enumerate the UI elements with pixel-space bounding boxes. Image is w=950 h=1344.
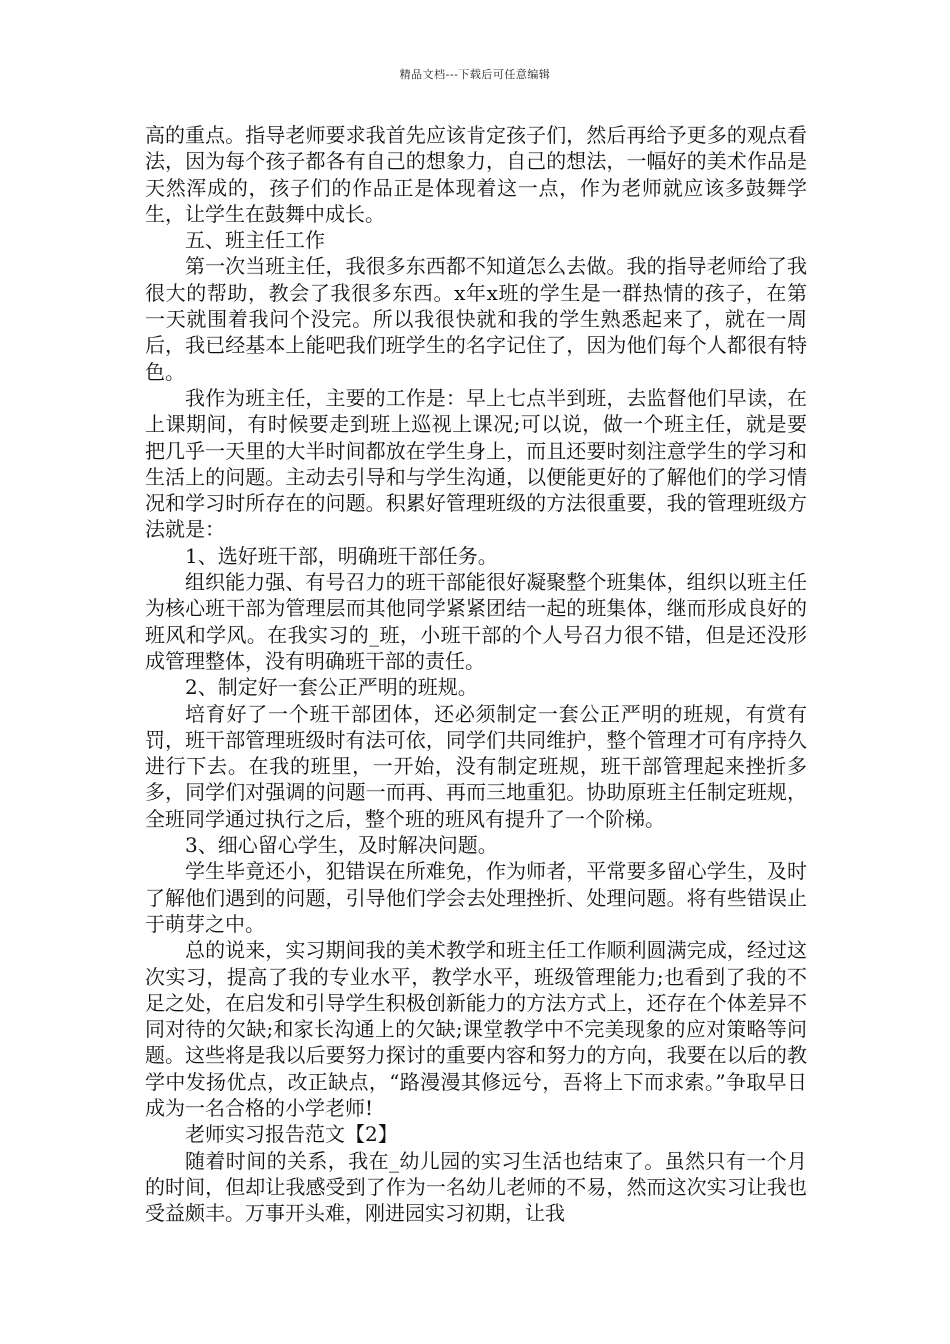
paragraph: 五、班主任工作: [185, 228, 325, 253]
document-body: [145, 122, 807, 1226]
paragraph: 高的重点。指导老师要求我首先应该肯定孩子们，然后再给予更多的观点看法，因为每个孩子都各有自己的想象力，自己的想法，一幅好的美术作品是天然浑成的，孩子们的作品正是体现着这一点，作为老师就应该多鼓舞学生，让学生在鼓舞中成长。: [145, 123, 807, 226]
paragraph: 总的说来，实习期间我的美术教学和班主任工作顺利圆满完成，经过这次实习，提高了我的专业水平，教学水平，班级管理能力;也看到了我的不足之处，在启发和引导学生积极创新能力的方法方式上，还存在个体差异不同对待的欠缺;和家长沟通上的欠缺;课堂教学中不完美现象的应对策略等问题。这些将是我以后要努力探讨的重要内容和努力的方向，我要在以后的教学中发扬优点，改正缺点，“路漫漫其修远兮，吾将上下而求索。”争取早日成为一名合格的小学老师!: [145, 938, 807, 1120]
paragraph: 学生毕竟还小，犯错误在所难免，作为师者，平常要多留心学生，及时了解他们遇到的问题，引导他们学会去处理挫折、处理问题。将有些错误止于萌芽之中。: [145, 859, 807, 936]
paragraph: 培育好了一个班干部团体，还必须制定一套公正严明的班规，有赏有罚，班干部管理班级时有法可依，同学们共同维护，整个管理才可有序持久进行下去。在我的班里，一开始，没有制定班规，班干部管理起来挫折多多，同学们对强调的问题一而再、再而三地重犯。协助原班主任制定班规，全班同学通过执行之后，整个班的班风有提升了一个阶梯。: [145, 701, 807, 831]
paragraph: 3、细心留心学生，及时解决问题。: [185, 833, 498, 858]
paragraph: 随着时间的关系，我在_幼儿园的实习生活也结束了。虽然只有一个月的时间，但却让我感受到了作为一名幼儿老师的不易，然而这次实习让我也受益颇丰。万事开头难，刚进园实习初期，让我: [145, 1148, 807, 1226]
page-header: 精品文档---下载后可任意编辑: [399, 68, 551, 81]
paragraph: 2、制定好一套公正严明的班规。: [185, 675, 478, 700]
paragraph: 组织能力强、有号召力的班干部能很好凝聚整个班集体，组织以班主任为核心班干部为管理层而其他同学紧紧团结一起的班集体，继而形成良好的班风和学风。在我实习的_班，小班干部的个人号召力很不错，但是还没形成管理整体，没有明确班干部的责任。: [145, 570, 807, 673]
paragraph: 1、选好班干部，明确班干部任务。: [185, 543, 498, 568]
paragraph: 我作为班主任，主要的工作是：早上七点半到班，去监督他们早读，在上课期间，有时候要走到班上巡视上课况;可以说，做一个班主任，就是要把几乎一天里的大半时间都放在学生身上，而且还要时刻注意学生的学习和生活上的问题。主动去引导和与学生沟通，以便能更好的了解他们的学习情况和学习时所存在的问题。积累好管理班级的方法很重要，我的管理班级方法就是：: [145, 385, 807, 542]
paragraph: 第一次当班主任，我很多东西都不知道怎么去做。我的指导老师给了我很大的帮助，教会了我很多东西。x年x班的学生是一群热情的孩子，在第一天就围着我问个没完。所以我很快就和我的学生熟悉起来了，就在一周后，我已经基本上能吧我们班学生的名字记住了，因为他们每个人都很有特色。: [145, 254, 807, 384]
paragraph: 老师实习报告范文【2】: [185, 1122, 398, 1147]
